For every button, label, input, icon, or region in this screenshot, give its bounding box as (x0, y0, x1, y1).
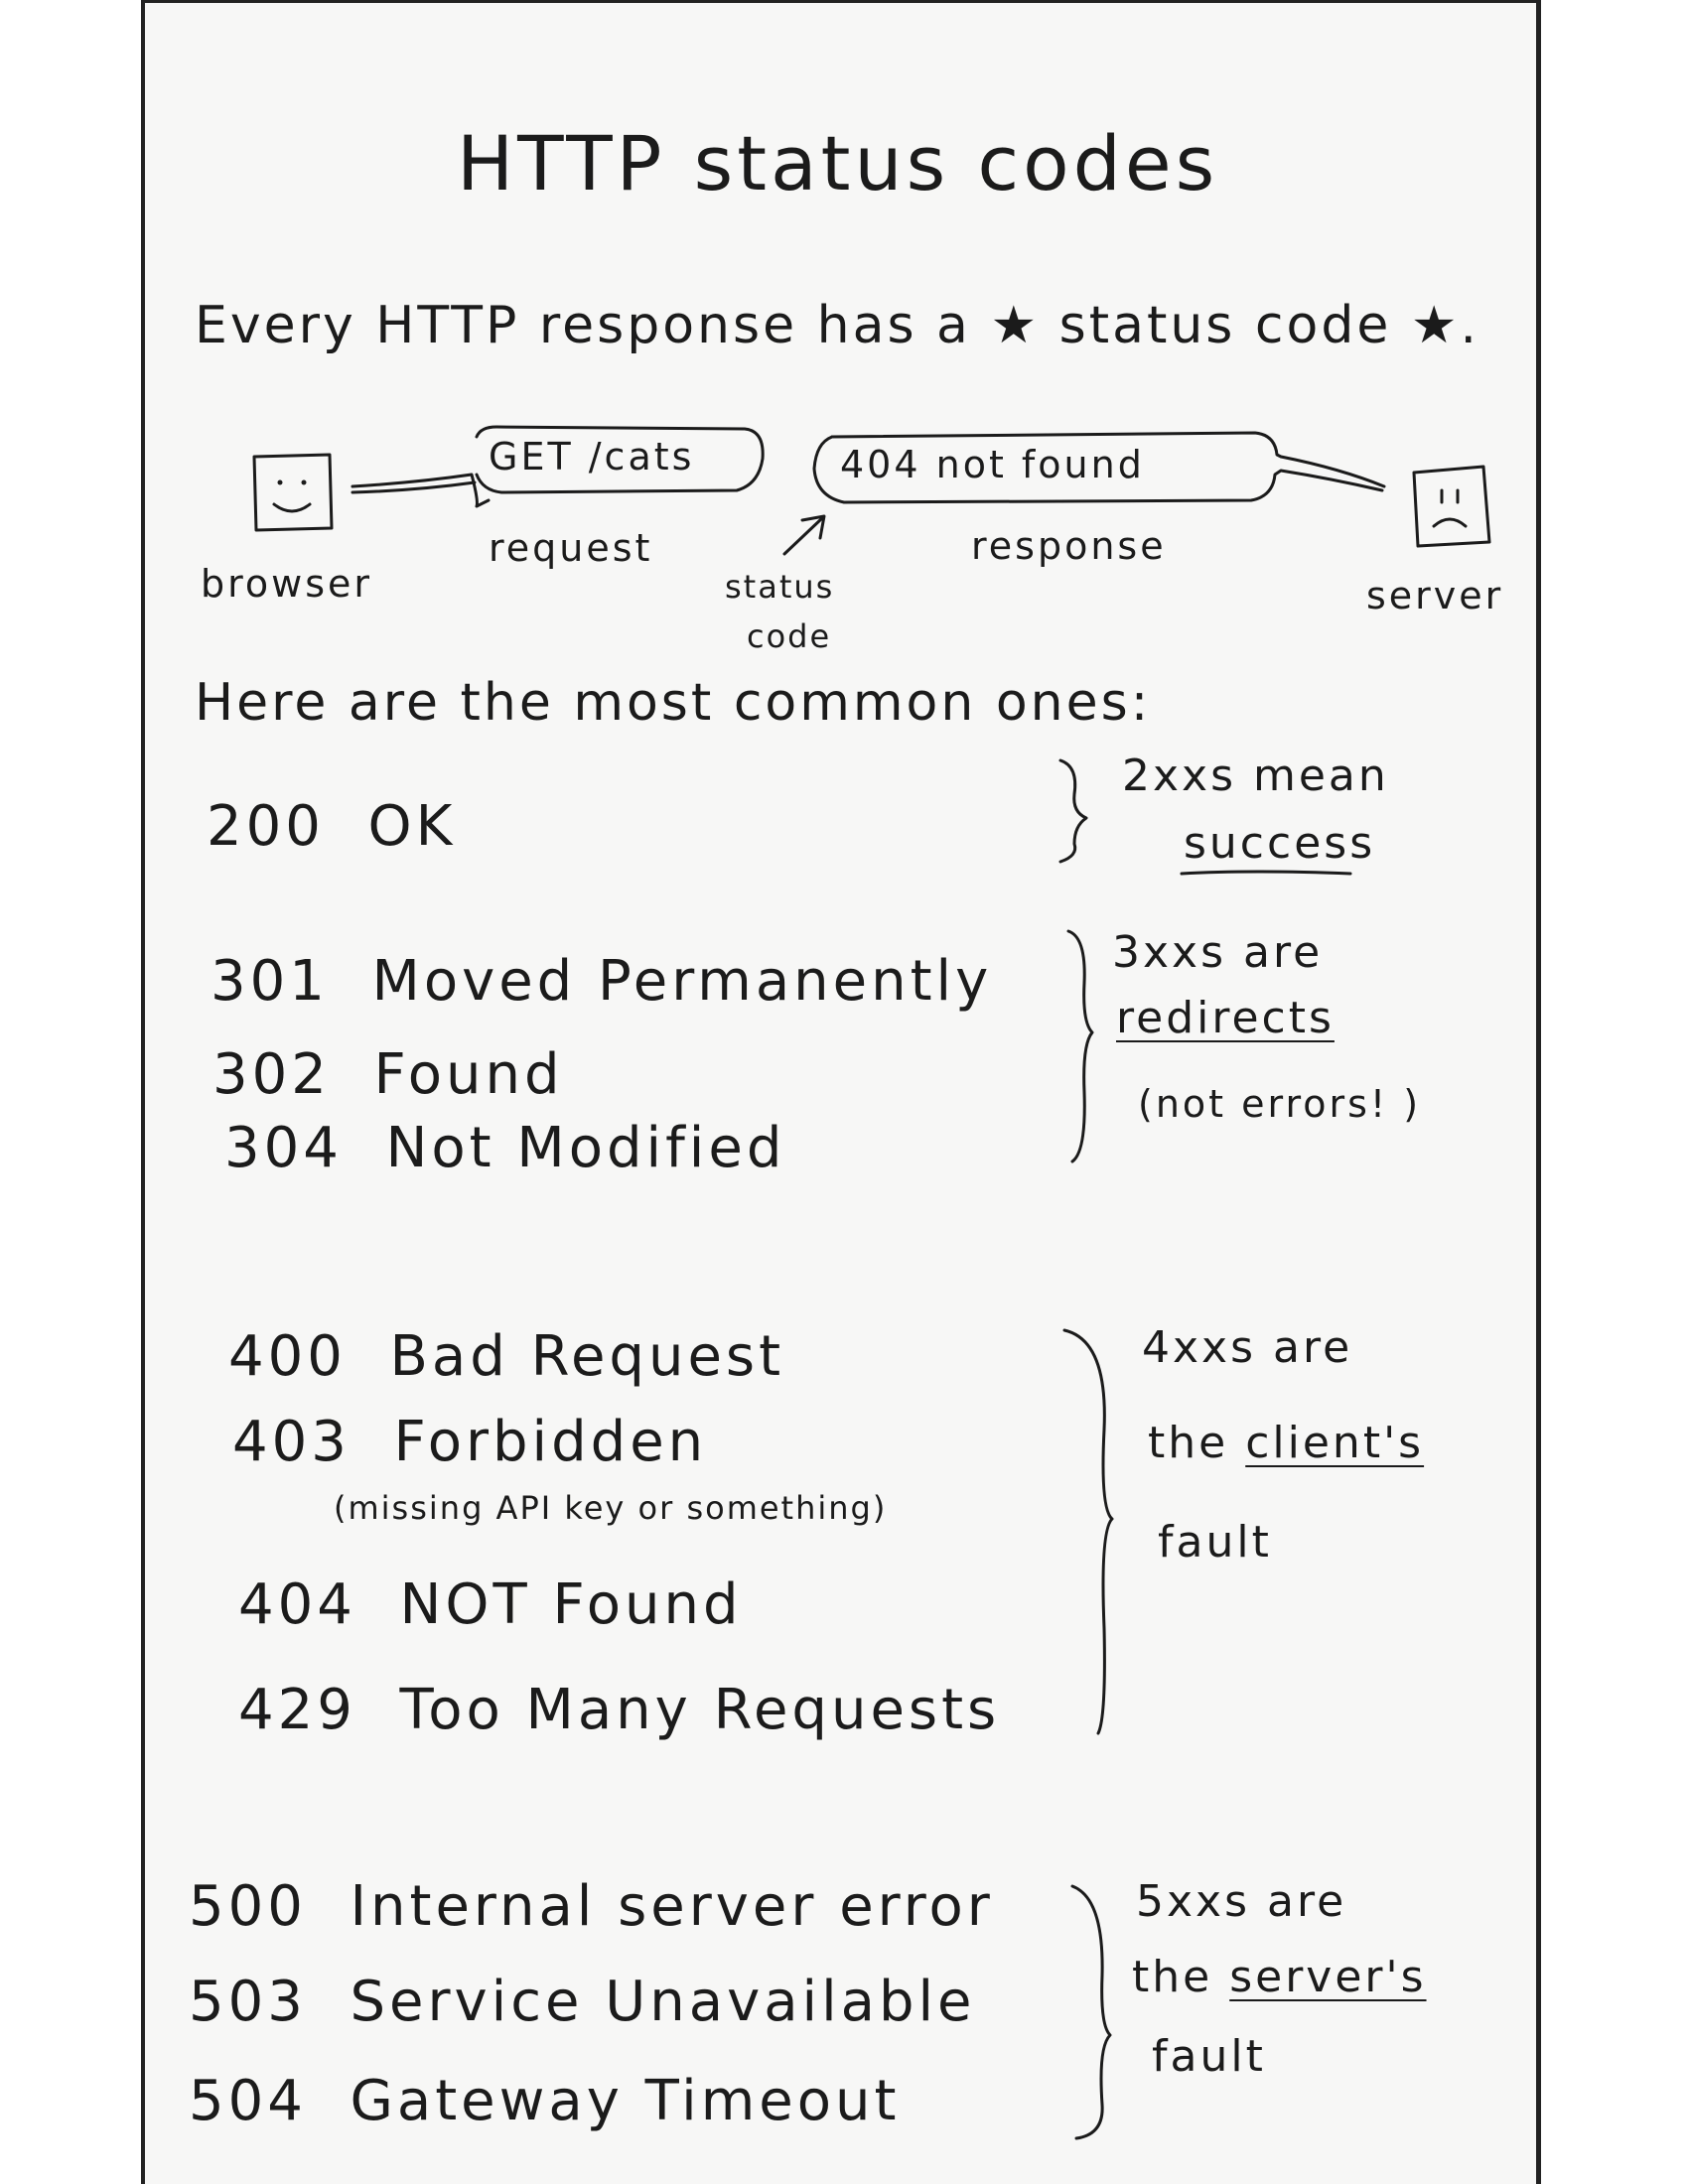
page-title: HTTP status codes (457, 119, 1219, 207)
status-code: 200 (207, 794, 325, 859)
status-row-403 (232, 1410, 707, 1474)
note-2xx-success: success (1184, 818, 1376, 869)
status-code: 400 (228, 1324, 347, 1389)
status-text: OK (367, 794, 457, 859)
status-row-304 (224, 1116, 785, 1180)
server-label: server (1366, 574, 1504, 617)
status-code: 504 (189, 2069, 307, 2133)
note-5xx-line3: fault (1152, 2031, 1266, 2082)
status-text: Moved Permanently (371, 949, 993, 1014)
code-label: code (747, 617, 832, 655)
note-4xx-clients: client's (1245, 1418, 1425, 1468)
status-text: Internal server error (350, 1874, 994, 1939)
status-label: status (725, 568, 835, 606)
note-4xx-line2 (1148, 1418, 1424, 1468)
note-3xx-line1: 3xxs are (1112, 927, 1324, 978)
status-code: 301 (211, 949, 329, 1014)
status-code: 304 (224, 1116, 343, 1180)
note-5xx-servers: server's (1229, 1952, 1427, 2002)
note-3xx-redirects: redirects (1116, 993, 1335, 1043)
note-4xx-line1: 4xxs are (1142, 1322, 1353, 1373)
note-2xx-line1: 2xxs mean (1122, 751, 1389, 801)
status-row-500 (189, 1874, 994, 1939)
status-row-400 (228, 1324, 784, 1389)
status-row-200 (207, 794, 456, 859)
status-text: Found (373, 1042, 564, 1107)
status-text: Not Modified (385, 1116, 786, 1180)
status-text: NOT Found (399, 1572, 743, 1637)
status-row-503 (189, 1970, 976, 2034)
status-row-504 (189, 2069, 900, 2133)
browser-label: browser (201, 562, 373, 606)
status-code: 403 (232, 1410, 351, 1474)
status-code: 404 (238, 1572, 356, 1637)
left-margin (0, 0, 141, 2184)
note-4xx-line3: fault (1158, 1517, 1272, 1568)
status-row-404 (238, 1572, 742, 1637)
status-row-429 (238, 1678, 1000, 1742)
response-label: response (971, 524, 1167, 568)
note-5xx-line2 (1132, 1952, 1427, 2002)
response-bubble-text: 404 not found (840, 443, 1145, 486)
common-heading: Here are the most common ones: (195, 673, 1152, 733)
intro-sentence: Every HTTP response has a ★ status code ★. (195, 296, 1479, 355)
status-text: Too Many Requests (399, 1678, 1001, 1742)
status-text: Service Unavailable (350, 1970, 976, 2034)
status-code: 500 (189, 1874, 307, 1939)
status-text: Gateway Timeout (350, 2069, 901, 2133)
status-row-301 (211, 949, 992, 1014)
note-5xx-line1: 5xxs are (1136, 1876, 1347, 1927)
status-text: Bad Request (389, 1324, 785, 1389)
status-text: Forbidden (393, 1410, 708, 1474)
forbidden-aside: (missing API key or something) (334, 1489, 888, 1527)
note-3xx-line3: (not errors! ) (1138, 1082, 1422, 1126)
note-4xx-the: the (1148, 1418, 1229, 1468)
request-bubble-text: GET /cats (489, 435, 695, 478)
status-code: 429 (238, 1678, 356, 1742)
status-code: 302 (212, 1042, 331, 1107)
right-margin (1547, 0, 1688, 2184)
request-label: request (489, 526, 653, 570)
status-row-302 (212, 1042, 564, 1107)
status-code: 503 (189, 1970, 307, 2034)
note-5xx-the: the (1132, 1952, 1213, 2002)
